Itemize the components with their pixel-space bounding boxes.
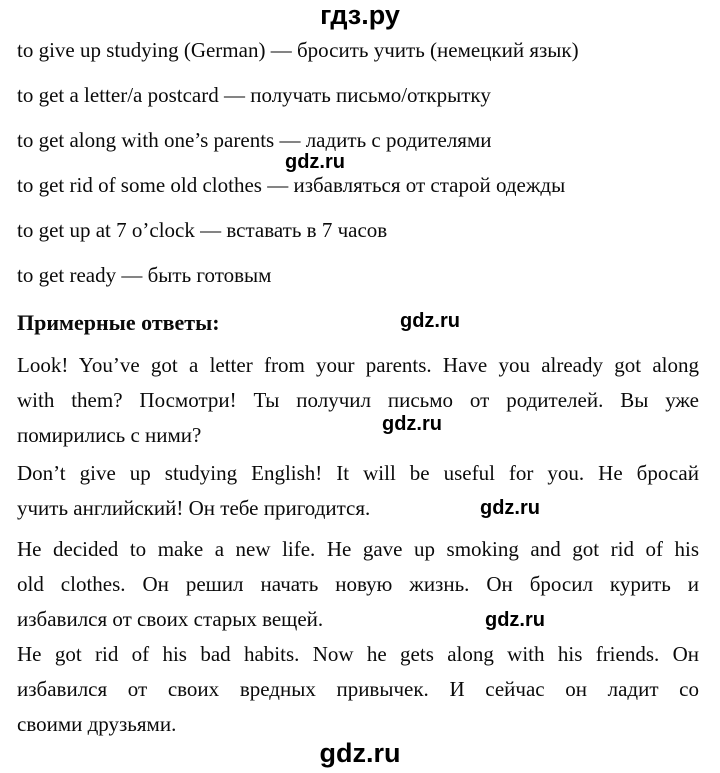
phrase-item: to get rid of some old clothes — избавляться от старой одежды <box>17 173 566 197</box>
phrase-item: to get up at 7 o’clock — вставать в 7 часов <box>17 218 388 242</box>
paragraph-line: помирились с ними? <box>17 423 202 447</box>
answer-paragraph <box>17 348 699 453</box>
gdz-watermark: gdz.ru <box>285 151 345 173</box>
paragraph-line: Don’t give up studying English! It will be useful for you. Не бросай <box>17 461 699 485</box>
answer-paragraph <box>17 637 699 742</box>
gdz-watermark: gdz.ru <box>480 497 540 519</box>
phrase-item: to give up studying (German) — бросить учить (немецкий язык) <box>17 38 579 62</box>
paragraph-line: Look! You’ve got a letter from your parents. Have you already got along <box>17 353 699 377</box>
phrase-item: to get a letter/a postcard — получать письмо/открытку <box>17 83 491 107</box>
gdz-watermark: gdz.ru <box>319 738 401 768</box>
phrase-item: to get ready — быть готовым <box>17 263 272 287</box>
paragraph-line: учить английский! Он тебе пригодится. <box>17 496 371 520</box>
paragraph-line: избавился от своих старых вещей. <box>17 607 324 631</box>
answer-paragraph <box>17 456 699 526</box>
gdz-watermark: gdz.ru <box>382 413 442 435</box>
paragraph-line: своими друзьями. <box>17 712 177 736</box>
paragraph-line: He decided to make a new life. He gave up smoking and got rid of his <box>17 537 699 561</box>
paragraph-line: with them? Посмотри! Ты получил письмо от родителей. Вы уже <box>17 388 699 412</box>
site-title: гдз.ру <box>320 0 400 30</box>
paragraph-line: He got rid of his bad habits. Now he gets along with his friends. Он <box>17 642 699 666</box>
answers-heading: Примерные ответы: <box>17 310 220 335</box>
gdz-watermark: gdz.ru <box>400 310 460 332</box>
phrase-item: to get along with one’s parents — ладить с родителями <box>17 128 492 152</box>
paragraph-line: old clothes. Он решил начать новую жизнь. Он бросил курить и <box>17 572 699 596</box>
gdz-watermark: gdz.ru <box>485 609 545 631</box>
paragraph-line: избавился от своих вредных привычек. И сейчас он ладит со <box>17 677 699 701</box>
answer-paragraph <box>17 532 699 637</box>
